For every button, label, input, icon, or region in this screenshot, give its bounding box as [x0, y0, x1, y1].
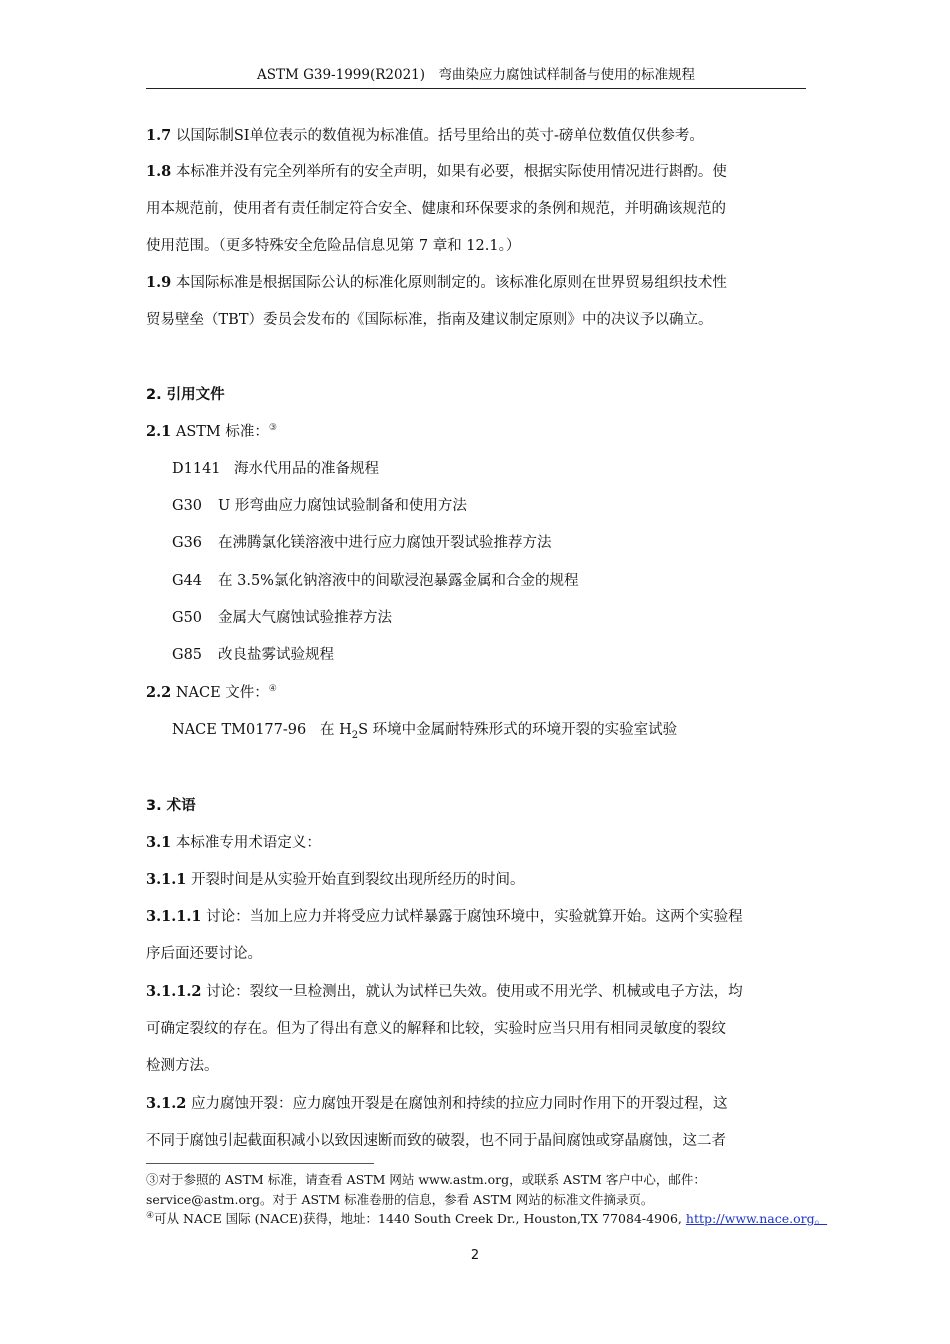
para-3-1-2-line-2: 不同于腐蚀引起截面积减小以致因速断而致的破裂，也不同于晶间腐蚀或穿晶腐蚀，这二者 [146, 1133, 726, 1149]
footnote-separator [146, 1163, 374, 1164]
footnote-mark: ③ [146, 1172, 159, 1187]
para-3-1-1 [146, 870, 524, 890]
ref-title: 海水代用品的准备规程 [234, 461, 379, 477]
footnote-3-line-2: service@astm.org。对于 ASTM 标准卷册的信息，参看 ASTM 网站的标准文件摘录页。 [146, 1192, 654, 1207]
clause-text: 应力腐蚀开裂：应力腐蚀开裂是在腐蚀剂和持续的拉应力同时作用下的开裂过程，这 [186, 1096, 728, 1112]
clause-number: 3.1.1.2 [146, 983, 202, 1000]
ref-code: NACE TM0177-96 [172, 722, 307, 738]
footnote-3-line-1 [146, 1172, 706, 1188]
astm-ref-item [172, 533, 552, 553]
footnote-ref-4[interactable]: ④ [268, 684, 277, 695]
clause-text: 本国际标准是根据国际公认的标准化原则制定的。该标准化原则在世界贸易组织技术性 [171, 275, 727, 291]
running-header: ASTM G39-1999(R2021) 弯曲染应力腐蚀试样制备与使用的标准规程 [256, 67, 696, 83]
para-1-7 [146, 126, 704, 146]
subscript: 2 [351, 729, 359, 741]
ref-title: 金属大气腐蚀试验推荐方法 [218, 610, 392, 626]
ref-title-pre: 在 H [320, 722, 352, 738]
header-rule [146, 88, 806, 89]
para-3-1-1-1-line-2: 序后面还要讨论。 [146, 946, 262, 962]
footnote-text: 对于参照的 ASTM 标准，请查看 ASTM 网站 www.astm.org，或联系 ASTM 客户中心，邮件： [158, 1172, 706, 1187]
astm-ref-item [172, 496, 467, 516]
para-3-1-1-2-line-1 [146, 982, 743, 1002]
footnote-mark: ④ [146, 1210, 155, 1221]
clause-number: 1.7 [146, 127, 172, 144]
ref-title: 改良盐雾试验规程 [218, 647, 334, 663]
clause-number: 3.1.1 [146, 871, 187, 888]
ref-code: G30 [172, 498, 203, 514]
nace-ref-item [172, 720, 677, 740]
clause-number: 3.1.2 [146, 1095, 187, 1112]
ref-title: U 形弯曲应力腐蚀试验制备和使用方法 [218, 498, 467, 514]
para-1-8-line-1 [146, 162, 727, 182]
page-number: 2 [470, 1248, 480, 1263]
clause-number: 3.1.1.1 [146, 908, 202, 925]
footnote-ref-3[interactable]: ③ [268, 423, 277, 434]
para-3-1-1-2-line-3: 检测方法。 [146, 1058, 219, 1074]
para-3-1 [146, 833, 321, 853]
para-1-9-line-1 [146, 273, 727, 293]
ref-title: 在 3.5%氯化钠溶液中的间歇浸泡暴露金属和合金的规程 [218, 573, 579, 589]
para-3-1-1-2-line-2: 可确定裂纹的存在。但为了得出有意义的解释和比较，实验时应当只用有相同灵敏度的裂纹 [146, 1021, 726, 1037]
para-2-1 [146, 422, 277, 442]
para-1-8-line-2: 用本规范前，使用者有责任制定符合安全、健康和环保要求的条例和规范，并明确该规范的 [146, 201, 726, 217]
clause-text: 讨论：当加上应力并将受应力试样暴露于腐蚀环境中，实验就算开始。这两个实验程 [201, 909, 743, 925]
clause-text: 本标准专用术语定义： [171, 835, 321, 851]
ref-title-post: S 环境中金属耐特殊形式的环境开裂的实验室试验 [358, 722, 678, 738]
astm-ref-item [172, 645, 334, 665]
ref-title: 在沸腾氯化镁溶液中进行应力腐蚀开裂试验推荐方法 [218, 535, 552, 551]
ref-code: G36 [172, 535, 203, 551]
para-1-9-line-2: 贸易壁垒（TBT）委员会发布的《国际标准，指南及建议制定原则》中的决议予以确立。 [146, 312, 713, 328]
clause-text: 以国际制SI单位表示的数值视为标准值。括号里给出的英寸-磅单位数值仅供参考。 [171, 128, 704, 144]
para-2-2 [146, 683, 277, 703]
clause-text: 开裂时间是从实验开始直到裂纹出现所经历的时间。 [186, 872, 525, 888]
clause-text: ASTM 标准： [171, 424, 269, 440]
ref-code: G85 [172, 647, 203, 663]
clause-text: 本标准并没有完全列举所有的安全声明，如果有必要，根据实际使用情况进行斟酌。使 [171, 164, 727, 180]
astm-ref-item [172, 459, 379, 479]
clause-number: 2.2 [146, 684, 172, 701]
section-heading-3: 3. 术语 [146, 798, 196, 814]
para-1-8-line-3: 使用范围。（更多特殊安全危险品信息见第 7 章和 12.1。） [146, 238, 521, 254]
clause-number: 1.8 [146, 163, 172, 180]
clause-number: 3.1 [146, 834, 172, 851]
ref-code: G44 [172, 573, 203, 589]
para-3-1-2-line-1 [146, 1094, 727, 1114]
footnote-4 [146, 1211, 827, 1227]
astm-ref-item [172, 571, 578, 591]
astm-ref-item [172, 608, 392, 628]
section-heading-2: 2. 引用文件 [146, 387, 225, 403]
nace-website-link[interactable]: http://www.nace.org。 [685, 1211, 828, 1226]
footnote-text: 可从 NACE 国际 (NACE)获得，地址：1440 South Creek Dr., Houston,TX 77084-4906, [154, 1211, 686, 1226]
para-3-1-1-1-line-1 [146, 907, 743, 927]
ref-code: D1141 [172, 461, 221, 477]
clause-text: NACE 文件： [171, 685, 269, 701]
ref-code: G50 [172, 610, 203, 626]
clause-number: 2.1 [146, 423, 172, 440]
clause-number: 1.9 [146, 274, 172, 291]
clause-text: 讨论：裂纹一旦检测出，就认为试样已失效。使用或不用光学、机械或电子方法，均 [201, 984, 743, 1000]
